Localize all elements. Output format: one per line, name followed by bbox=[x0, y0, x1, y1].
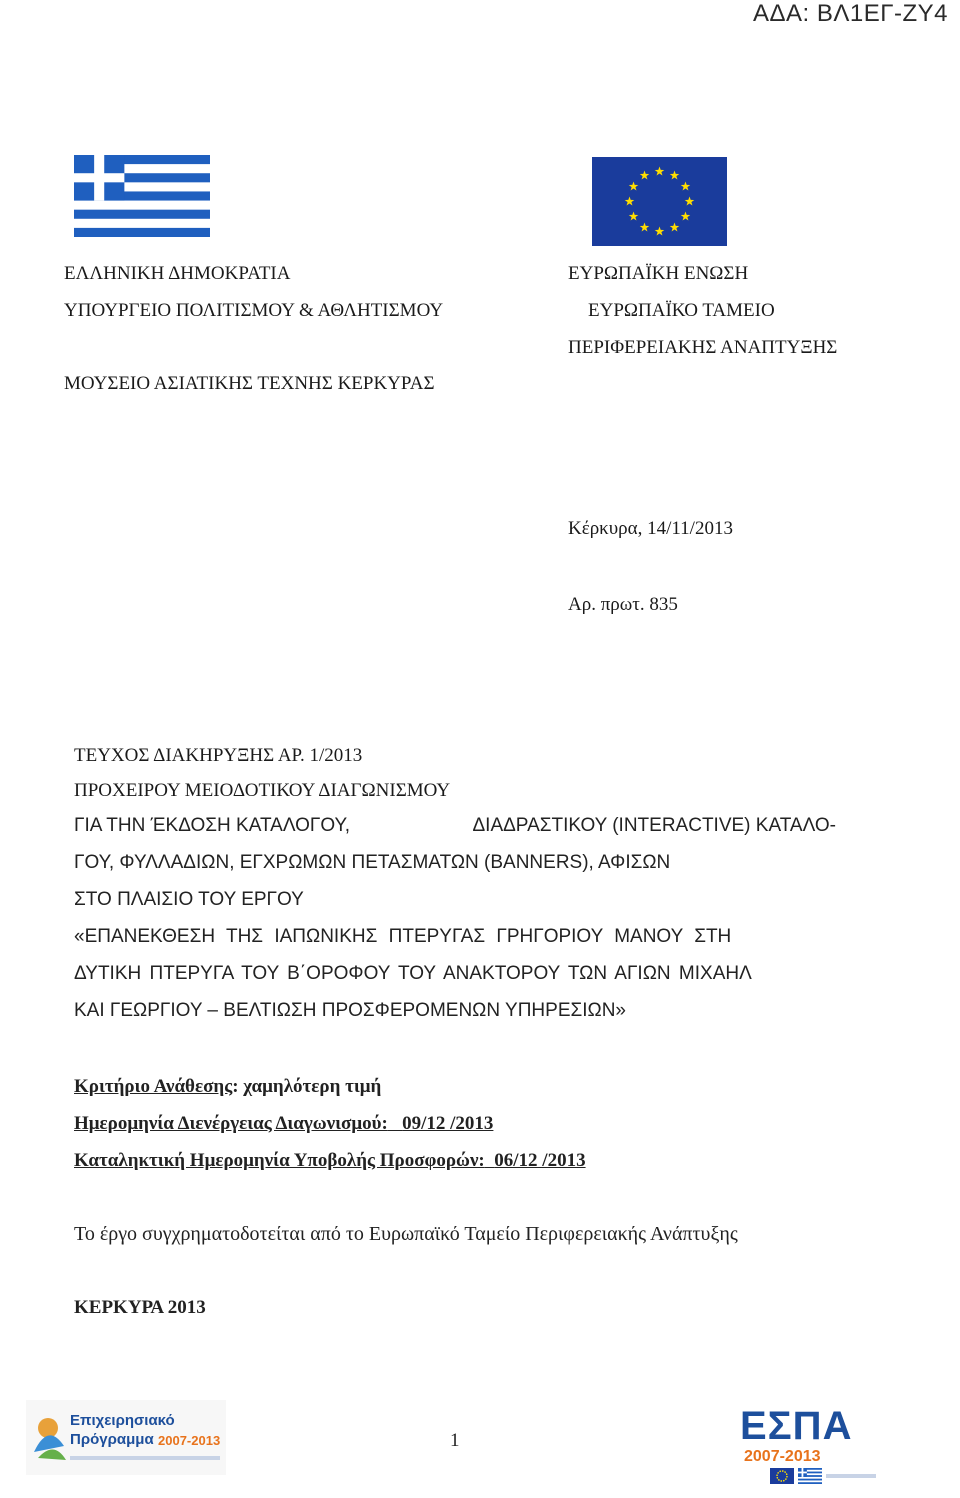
subject-line-4: «ΕΠΑΝΕΚΘΕΣΗ ΤΗΣ ΙΑΠΩΝΙΚΗΣ ΠΤΕΡΥΓΑΣ ΓΡΗΓΟΡΙΟΥ ΜΑΝΟΥ ΣΤΗ bbox=[74, 926, 732, 947]
award-criterion-label: Κριτήριο Ανάθεσης bbox=[74, 1076, 233, 1097]
award-criterion-value: : χαμηλότερη τιμή bbox=[232, 1076, 382, 1097]
espa-caption-bar bbox=[826, 1474, 876, 1478]
op-logo-caption-bar bbox=[70, 1456, 220, 1460]
subject-line-2: ΓΟΥ, ΦΥΛΛΑΔΙΩΝ, ΕΓΧΡΩΜΩΝ ΠΕΤΑΣΜΑΤΩΝ (BANNERS), ΑΦΙΣΩΝ bbox=[74, 852, 671, 873]
header-museum: ΜΟΥΣΕΙΟ ΑΣΙΑΤΙΚΗΣ ΤΕΧΝΗΣ ΚΕΡΚΥΡΑΣ bbox=[64, 373, 435, 394]
espa-logo-years: 2007-2013 bbox=[744, 1448, 821, 1465]
espa-logo-text: ΕΣΠΑ bbox=[740, 1404, 853, 1448]
submission-deadline-value: 06/12 /2013 bbox=[494, 1150, 586, 1171]
header-greek-republic: ΕΛΛΗΝΙΚΗ ΔΗΜΟΚΡΑΤΙΑ bbox=[64, 263, 291, 284]
closing-place-year: ΚΕΡΚΥΡΑ 2013 bbox=[74, 1297, 206, 1318]
submission-deadline-label: Καταληκτική Ημερομηνία Υποβολής Προσφορών: bbox=[74, 1150, 485, 1171]
subject-line-1a: ΓΙΑ ΤΗΝ ΈΚΔΟΣΗ ΚΑΤΑΛΟΓΟΥ, bbox=[74, 815, 351, 836]
tender-date-value: 09/12 /2013 bbox=[402, 1113, 494, 1134]
espa-eu-flag-icon bbox=[770, 1468, 794, 1484]
page-number: 1 bbox=[450, 1430, 460, 1451]
greek-flag-icon bbox=[74, 155, 210, 237]
espa-logo bbox=[740, 1404, 880, 1486]
tender-date-label: Ημερομηνία Διενέργειας Διαγωνισμού: bbox=[74, 1113, 388, 1134]
op-logo-years: 2007-2013 bbox=[158, 1433, 221, 1448]
espa-greek-flag-icon bbox=[798, 1468, 822, 1484]
tender-date bbox=[74, 1113, 493, 1135]
op-logo-line1: Επιχειρησιακό bbox=[70, 1412, 175, 1429]
tender-title: ΤΕΥΧΟΣ ΔΙΑΚΗΡΥΞΗΣ ΑΡ. 1/2013 bbox=[74, 745, 363, 766]
op-logo-line2: Πρόγραμμα bbox=[70, 1431, 154, 1448]
subject-line-1b: ΔΙΑΔΡΑΣΤΙΚΟΥ (INTERACTIVE) ΚΑΤΑΛΟ- bbox=[472, 815, 836, 836]
award-criterion bbox=[74, 1076, 381, 1098]
subject-line-3: ΣΤΟ ΠΛΑΙΣΙΟ ΤΟΥ ΕΡΓΟΥ bbox=[74, 889, 304, 910]
tender-type: ΠΡΟΧΕΙΡΟΥ ΜΕΙΟΔΟΤΙΚΟΥ ΔΙΑΓΩΝΙΣΜΟΥ bbox=[74, 780, 451, 801]
header-eu-fund: ΕΥΡΩΠΑΪΚΟ ΤΑΜΕΙΟ bbox=[588, 300, 775, 321]
funding-statement: Το έργο συγχρηματοδοτείται από το Ευρωπαϊκό Ταμείο Περιφερειακής Ανάπτυξης bbox=[74, 1223, 738, 1245]
place-date: Κέρκυρα, 14/11/2013 bbox=[568, 518, 733, 539]
subject-line-6: ΚΑΙ ΓΕΩΡΓΙΟΥ – ΒΕΛΤΙΩΣΗ ΠΡΟΣΦΕΡΟΜΕΝΩΝ ΥΠΗΡΕΣΙΩΝ» bbox=[74, 1000, 627, 1021]
submission-deadline bbox=[74, 1150, 586, 1172]
subject-line-1 bbox=[74, 815, 836, 837]
subject-line-5: ΔΥΤΙΚΗ ΠΤΕΡΥΓΑ ΤΟΥ Β΄ΟΡΟΦΟΥ ΤΟΥ ΑΝΑΚΤΟΡΟΥ ΤΩΝ ΑΓΙΩΝ ΜΙΧΑΗΛ bbox=[74, 963, 752, 984]
ada-code: ΑΔΑ: ΒΛ1ΕΓ-ΖΥ4 bbox=[752, 0, 948, 27]
header-ministry: ΥΠΟΥΡΓΕΙΟ ΠΟΛΙΤΙΣΜΟΥ & ΑΘΛΗΤΙΣΜΟΥ bbox=[64, 300, 444, 321]
protocol-number: Αρ. πρωτ. 835 bbox=[568, 594, 678, 615]
eu-flag-icon bbox=[592, 157, 727, 246]
header-regional-dev: ΠΕΡΙΦΕΡΕΙΑΚΗΣ ΑΝΑΠΤΥΞΗΣ bbox=[568, 337, 838, 358]
header-eu: ΕΥΡΩΠΑΪΚΗ ΕΝΩΣΗ bbox=[568, 263, 749, 284]
operational-programme-logo bbox=[26, 1400, 226, 1475]
